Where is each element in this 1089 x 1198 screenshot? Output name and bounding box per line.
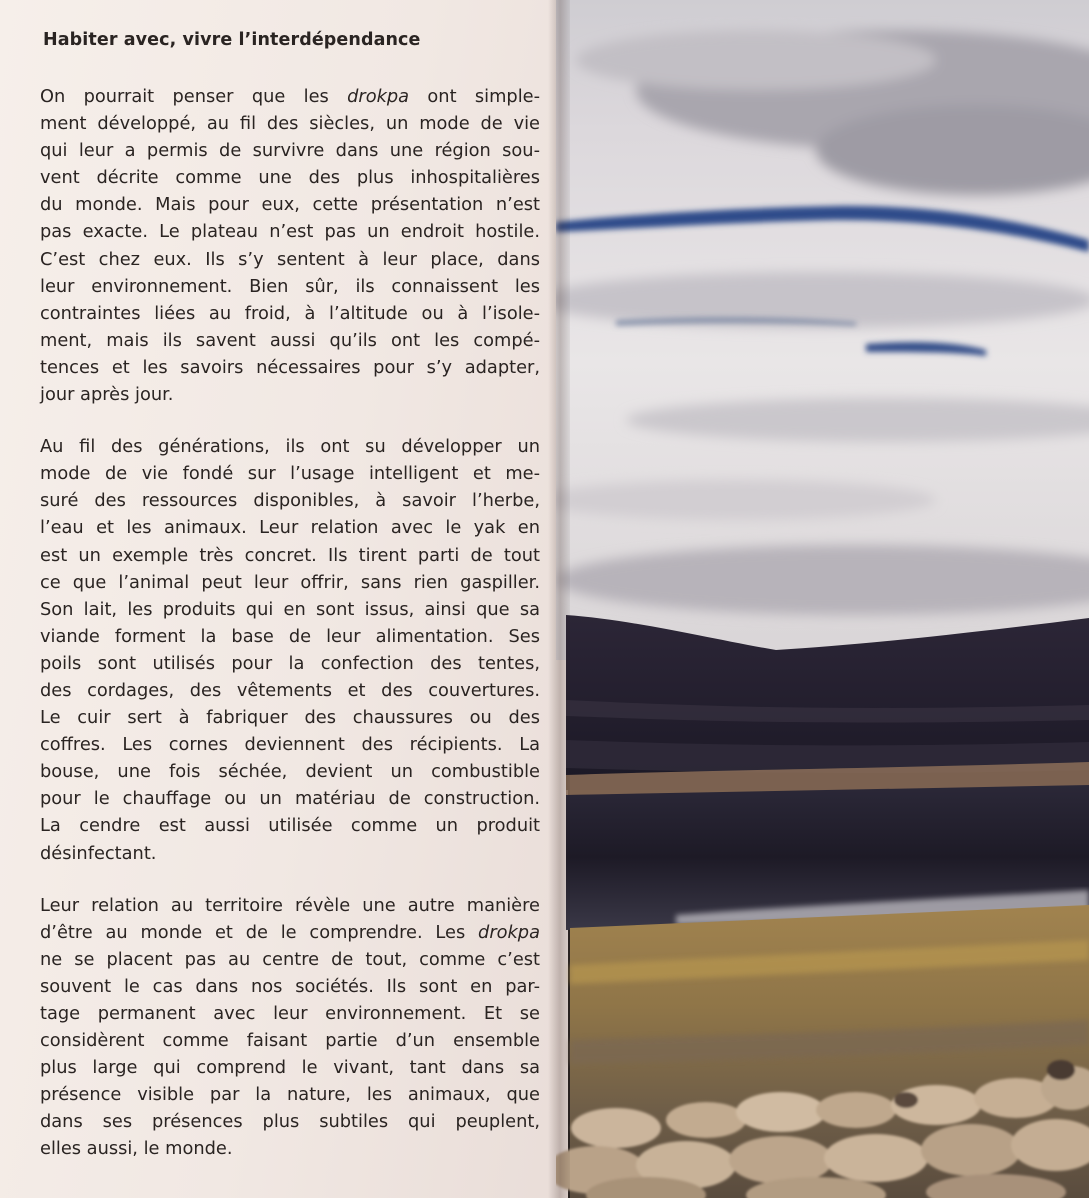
text-line	[40, 677, 540, 704]
text-line	[40, 840, 540, 867]
text-segment: tage permanent avec leur environnement. Et se	[40, 1003, 540, 1024]
text-line	[40, 892, 540, 919]
text-line	[40, 785, 540, 812]
text-line	[40, 83, 540, 110]
text-line	[40, 191, 540, 218]
paragraphs	[40, 83, 540, 1163]
text-segment: viande forment la base de leur alimentation. Ses	[40, 625, 540, 647]
text-line	[40, 137, 540, 164]
text-line	[40, 327, 540, 354]
text-line	[40, 1135, 540, 1162]
text-line	[40, 623, 540, 650]
gutter-shadow	[548, 0, 570, 1198]
text-segment: contraintes liées au froid, à l’altitude ou à l’isole-	[40, 302, 540, 324]
text-line	[40, 300, 540, 327]
text-segment: des cordages, des vêtements et des couvertures.	[40, 679, 540, 701]
text-line	[40, 542, 540, 569]
text-segment: du monde. Mais pour eux, cette présentation n’est	[40, 194, 540, 216]
text-segment: pas exacte. Le plateau n’est pas un endroit hostile.	[40, 221, 540, 243]
text-segment: Le cuir sert à fabriquer des chaussures ou des	[40, 707, 540, 729]
text-segment: Au fil des générations, ils ont su développer un	[40, 436, 540, 458]
text-segment: suré des ressources disponibles, à savoir l’herbe,	[40, 490, 540, 512]
text-segment: coffres. Les cornes deviennent des récipients. La	[40, 734, 540, 756]
text-segment: mode de vie fondé sur l’usage intelligent et me-	[40, 463, 540, 485]
text-segment: souvent le cas dans nos sociétés. Ils sont en par-	[40, 975, 540, 997]
text-segment: elles aussi, le monde.	[40, 1138, 233, 1160]
text-segment: d’être au monde et de le comprendre. Les	[40, 921, 479, 943]
text-segment: dans ses présences plus subtiles qui peuplent,	[40, 1111, 540, 1133]
text-segment: La cendre est aussi utilisée comme un produit	[40, 815, 540, 837]
landscape-photo	[556, 0, 1089, 1198]
text-line	[40, 1081, 540, 1108]
text-segment: Son lait, les produits qui en sont issus, ainsi que sa	[40, 598, 540, 620]
text-segment: C’est chez eux. Ils s’y sentent à leur place, dans	[40, 248, 540, 270]
italic-term: drokpa	[478, 921, 540, 943]
paragraph	[40, 433, 540, 867]
text-segment: désinfectant.	[40, 842, 157, 864]
text-segment: plus large qui comprend le vivant, tant dans sa	[40, 1057, 540, 1079]
text-segment: vent décrite comme une des plus inhospitalières	[40, 167, 540, 189]
text-segment: jour après jour.	[40, 384, 174, 406]
text-line	[40, 1054, 540, 1081]
text-line	[40, 919, 540, 946]
text-segment: présence visible par la nature, les animaux, que	[40, 1084, 540, 1106]
text-segment: leur environnement. Bien sûr, ils connaissent les	[40, 275, 540, 297]
text-line	[40, 460, 540, 487]
text-segment: bouse, une fois séchée, devient un combustible	[40, 761, 540, 783]
paragraph	[40, 892, 540, 1163]
section-heading: Habiter avec, vivre l’interdépendance	[43, 30, 421, 50]
text-segment: l’eau et les animaux. Leur relation avec le yak en	[40, 517, 540, 539]
text-line	[40, 273, 540, 300]
text-segment: ont simple-	[409, 86, 540, 107]
text-segment: On pourrait penser que les	[40, 86, 348, 107]
text-segment: considèrent comme faisant partie d’un ensemble	[40, 1030, 540, 1052]
text-line	[40, 514, 540, 541]
text-segment: poils sont utilisés pour la confection des tentes,	[40, 652, 540, 674]
text-line	[40, 1108, 540, 1135]
text-segment: qui leur a permis de survivre dans une région sou-	[40, 140, 540, 162]
text-line	[40, 164, 540, 191]
text-segment: ment, mais ils savent aussi qu’ils ont les compé-	[40, 329, 540, 351]
text-line	[40, 110, 540, 137]
text-line	[40, 973, 540, 1000]
text-line	[40, 704, 540, 731]
text-line	[40, 946, 540, 973]
text-segment: pour le chauffage ou un matériau de construction.	[40, 788, 540, 810]
paragraph	[40, 83, 540, 408]
text-line	[40, 433, 540, 460]
text-segment: Leur relation au territoire révèle une autre manière	[40, 894, 540, 916]
text-line	[40, 812, 540, 839]
text-segment: ne se placent pas au centre de tout, comme c’est	[40, 948, 540, 970]
text-line	[40, 596, 540, 623]
text-segment: tences et les savoirs nécessaires pour s’y adapter,	[40, 356, 540, 378]
text-line	[40, 758, 540, 785]
italic-term: drokpa	[347, 86, 410, 107]
text-line	[40, 569, 540, 596]
text-line	[40, 731, 540, 758]
text-line	[40, 246, 540, 273]
text-segment: ce que l’animal peut leur offrir, sans rien gaspiller.	[40, 571, 540, 593]
text-line	[40, 354, 540, 381]
text-line	[40, 487, 540, 514]
text-segment: ment développé, au fil des siècles, un mode de vie	[40, 113, 540, 135]
text-line	[40, 650, 540, 677]
landscape-photo-graphic	[556, 0, 1089, 1198]
text-line	[40, 381, 540, 408]
text-line	[40, 1000, 540, 1027]
text-line	[40, 218, 540, 245]
text-line	[40, 1027, 540, 1054]
text-segment: est un exemple très concret. Ils tirent parti de tout	[40, 544, 540, 566]
text-column	[40, 28, 540, 1188]
